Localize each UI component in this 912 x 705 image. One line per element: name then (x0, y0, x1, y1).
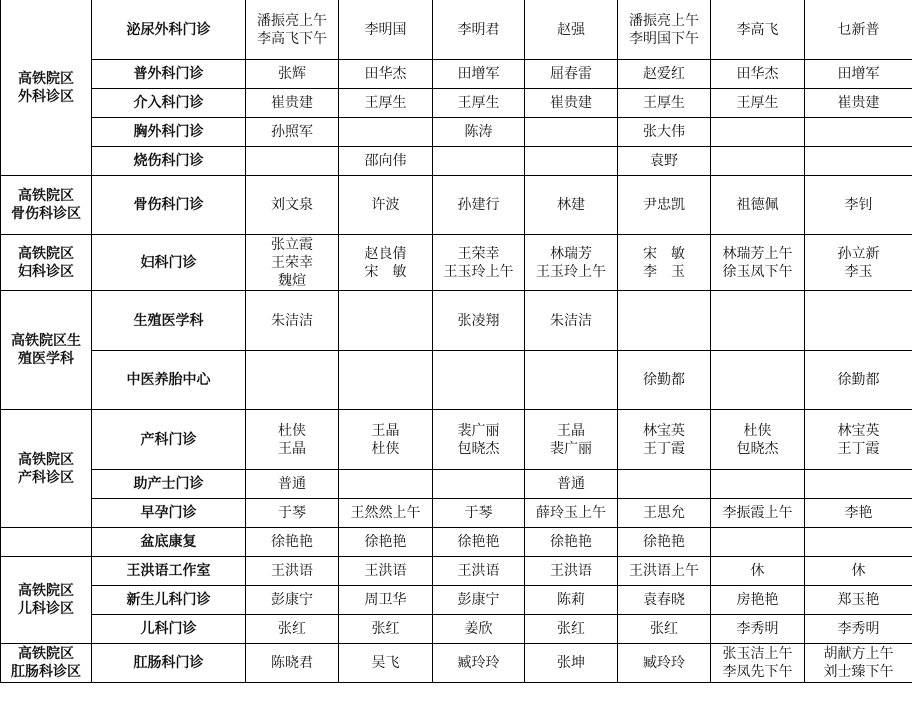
doctor-cell: 陈涛 (433, 118, 525, 147)
doctor-cell: 李高飞 (711, 0, 805, 60)
doctor-cell: 朱洁洁 (246, 291, 339, 351)
doctor-cell: 臧玲玲 (433, 644, 525, 683)
doctor-cell (711, 291, 805, 351)
doctor-cell (711, 118, 805, 147)
doctor-cell: 赵良倩 宋 敏 (339, 235, 433, 291)
doctor-cell: 乜新普 (805, 0, 912, 60)
doctor-cell: 李振霞上午 (711, 499, 805, 528)
doctor-cell: 赵强 (525, 0, 618, 60)
schedule-row (1, 89, 912, 118)
schedule-row (1, 470, 912, 499)
doctor-cell (805, 291, 912, 351)
dept-name: 产科门诊 (92, 410, 246, 470)
area-anorectal: 高铁院区 肛肠科诊区 (1, 644, 92, 683)
doctor-cell (618, 291, 711, 351)
doctor-cell: 朱洁洁 (525, 291, 618, 351)
doctor-cell: 田华杰 (339, 60, 433, 89)
doctor-cell (805, 470, 912, 499)
doctor-cell: 姜欣 (433, 615, 525, 644)
doctor-cell: 徐艳艳 (433, 528, 525, 557)
doctor-cell: 林宝英 王丁霞 (618, 410, 711, 470)
doctor-cell (339, 351, 433, 410)
dept-name: 助产士门诊 (92, 470, 246, 499)
doctor-cell: 崔贵建 (805, 89, 912, 118)
area-repro: 高铁院区生 殖医学科 (1, 291, 92, 410)
doctor-cell: 杜侠 包晓杰 (711, 410, 805, 470)
doctor-cell: 林瑞芳上午 徐玉凤下午 (711, 235, 805, 291)
doctor-cell: 陈莉 (525, 586, 618, 615)
doctor-cell: 裴广丽 包晓杰 (433, 410, 525, 470)
doctor-cell: 王洪语上午 (618, 557, 711, 586)
area-gyn: 高铁院区 妇科诊区 (1, 235, 92, 291)
doctor-cell: 张红 (525, 615, 618, 644)
doctor-cell: 李明君 (433, 0, 525, 60)
schedule-row (1, 615, 912, 644)
doctor-cell: 袁春晓 (618, 586, 711, 615)
doctor-cell: 于琴 (433, 499, 525, 528)
doctor-cell (525, 118, 618, 147)
schedule-row (1, 351, 912, 410)
doctor-cell: 潘振亮上午 李明国下午 (618, 0, 711, 60)
doctor-cell (525, 351, 618, 410)
doctor-cell (618, 470, 711, 499)
doctor-cell: 房艳艳 (711, 586, 805, 615)
doctor-cell: 休 (805, 557, 912, 586)
dept-name: 儿科门诊 (92, 615, 246, 644)
schedule-row (1, 499, 912, 528)
dept-name: 妇科门诊 (92, 235, 246, 291)
doctor-cell: 王洪语 (246, 557, 339, 586)
doctor-cell: 张辉 (246, 60, 339, 89)
doctor-cell: 臧玲玲 (618, 644, 711, 683)
schedule-row (1, 0, 912, 60)
schedule-row (1, 118, 912, 147)
doctor-cell: 孙照军 (246, 118, 339, 147)
dept-name: 肛肠科门诊 (92, 644, 246, 683)
doctor-cell: 刘文泉 (246, 176, 339, 235)
dept-name: 早孕门诊 (92, 499, 246, 528)
dept-name: 骨伤科门诊 (92, 176, 246, 235)
doctor-cell: 尹忠凯 (618, 176, 711, 235)
doctor-cell: 田华杰 (711, 60, 805, 89)
doctor-cell: 普通 (525, 470, 618, 499)
doctor-cell: 王厚生 (433, 89, 525, 118)
doctor-cell (525, 147, 618, 176)
dept-name: 生殖医学科 (92, 291, 246, 351)
doctor-cell: 潘振亮上午 李高飞下午 (246, 0, 339, 60)
doctor-cell: 徐艳艳 (525, 528, 618, 557)
doctor-cell: 张玉洁上午 李凤先下午 (711, 644, 805, 683)
doctor-cell: 宋 敏 李 玉 (618, 235, 711, 291)
schedule-row (1, 557, 912, 586)
area-pediatric: 高铁院区 儿科诊区 (1, 557, 92, 644)
doctor-cell: 田增军 (433, 60, 525, 89)
schedule-row (1, 291, 912, 351)
dept-name: 中医养胎中心 (92, 351, 246, 410)
schedule-row (1, 147, 912, 176)
dept-name: 新生儿科门诊 (92, 586, 246, 615)
schedule-row (1, 528, 912, 557)
dept-name: 介入科门诊 (92, 89, 246, 118)
doctor-cell: 王晶 杜侠 (339, 410, 433, 470)
doctor-cell: 李秀明 (711, 615, 805, 644)
doctor-cell (246, 351, 339, 410)
doctor-cell: 陈晓君 (246, 644, 339, 683)
doctor-cell: 袁野 (618, 147, 711, 176)
doctor-cell: 徐艳艳 (339, 528, 433, 557)
doctor-cell: 张红 (246, 615, 339, 644)
doctor-cell (805, 118, 912, 147)
doctor-cell: 王然然上午 (339, 499, 433, 528)
doctor-cell: 李艳 (805, 499, 912, 528)
doctor-cell: 薛玲玉上午 (525, 499, 618, 528)
doctor-cell: 于琴 (246, 499, 339, 528)
schedule-row (1, 586, 912, 615)
schedule-row (1, 644, 912, 683)
dept-name: 烧伤科门诊 (92, 147, 246, 176)
doctor-cell: 张大伟 (618, 118, 711, 147)
schedule-row (1, 235, 912, 291)
schedule-row (1, 60, 912, 89)
area-ortho: 高铁院区 骨伤科诊区 (1, 176, 92, 235)
doctor-cell (433, 470, 525, 499)
doctor-cell (433, 351, 525, 410)
doctor-cell (339, 291, 433, 351)
doctor-cell: 林瑞芳 王玉玲上午 (525, 235, 618, 291)
doctor-cell: 王荣幸 王玉玲上午 (433, 235, 525, 291)
doctor-cell: 屈春雷 (525, 60, 618, 89)
doctor-cell: 徐艳艳 (618, 528, 711, 557)
doctor-cell: 郑玉艳 (805, 586, 912, 615)
doctor-cell (433, 147, 525, 176)
dept-name: 王洪语工作室 (92, 557, 246, 586)
doctor-cell: 李明国 (339, 0, 433, 60)
doctor-cell: 周卫华 (339, 586, 433, 615)
doctor-cell: 徐勤都 (805, 351, 912, 410)
doctor-cell: 崔贵建 (246, 89, 339, 118)
doctor-cell: 张立霞 王荣幸 魏煊 (246, 235, 339, 291)
doctor-cell: 李秀明 (805, 615, 912, 644)
doctor-cell (711, 470, 805, 499)
doctor-cell: 休 (711, 557, 805, 586)
dept-name: 泌尿外科门诊 (92, 0, 246, 60)
doctor-cell: 彭康宁 (433, 586, 525, 615)
area-empty (1, 528, 92, 557)
doctor-cell: 王厚生 (339, 89, 433, 118)
doctor-cell: 张红 (618, 615, 711, 644)
doctor-cell: 王洪语 (339, 557, 433, 586)
doctor-cell: 林宝英 王丁霞 (805, 410, 912, 470)
doctor-cell: 田增军 (805, 60, 912, 89)
doctor-cell: 普通 (246, 470, 339, 499)
doctor-cell: 王洪语 (525, 557, 618, 586)
doctor-cell: 王思允 (618, 499, 711, 528)
doctor-cell: 张凌翔 (433, 291, 525, 351)
doctor-cell (805, 147, 912, 176)
doctor-cell: 杜侠 王晶 (246, 410, 339, 470)
doctor-cell: 邵向伟 (339, 147, 433, 176)
doctor-cell: 吴飞 (339, 644, 433, 683)
doctor-cell: 张红 (339, 615, 433, 644)
doctor-cell: 徐艳艳 (246, 528, 339, 557)
doctor-cell: 赵爱红 (618, 60, 711, 89)
doctor-cell: 孙建行 (433, 176, 525, 235)
doctor-cell: 祖德佩 (711, 176, 805, 235)
doctor-cell (711, 351, 805, 410)
doctor-cell: 徐勤都 (618, 351, 711, 410)
dept-name: 盆底康复 (92, 528, 246, 557)
doctor-cell: 彭康宁 (246, 586, 339, 615)
doctor-cell: 孙立新 李玉 (805, 235, 912, 291)
doctor-cell (246, 147, 339, 176)
doctor-cell: 林建 (525, 176, 618, 235)
doctor-cell (711, 147, 805, 176)
doctor-cell: 许波 (339, 176, 433, 235)
doctor-cell (711, 528, 805, 557)
doctor-cell: 崔贵建 (525, 89, 618, 118)
doctor-cell: 王厚生 (711, 89, 805, 118)
doctor-cell: 李钊 (805, 176, 912, 235)
doctor-cell: 王厚生 (618, 89, 711, 118)
schedule-row (1, 410, 912, 470)
doctor-cell: 张坤 (525, 644, 618, 683)
dept-name: 普外科门诊 (92, 60, 246, 89)
doctor-cell: 胡献方上午 刘士臻下午 (805, 644, 912, 683)
doctor-cell (339, 118, 433, 147)
area-obstetric: 高铁院区 产科诊区 (1, 410, 92, 528)
doctor-cell (339, 470, 433, 499)
doctor-cell: 王晶 裴广丽 (525, 410, 618, 470)
doctor-cell (805, 528, 912, 557)
area-surgery: 高铁院区 外科诊区 (1, 0, 92, 176)
schedule-row (1, 176, 912, 235)
dept-name: 胸外科门诊 (92, 118, 246, 147)
doctor-cell: 王洪语 (433, 557, 525, 586)
